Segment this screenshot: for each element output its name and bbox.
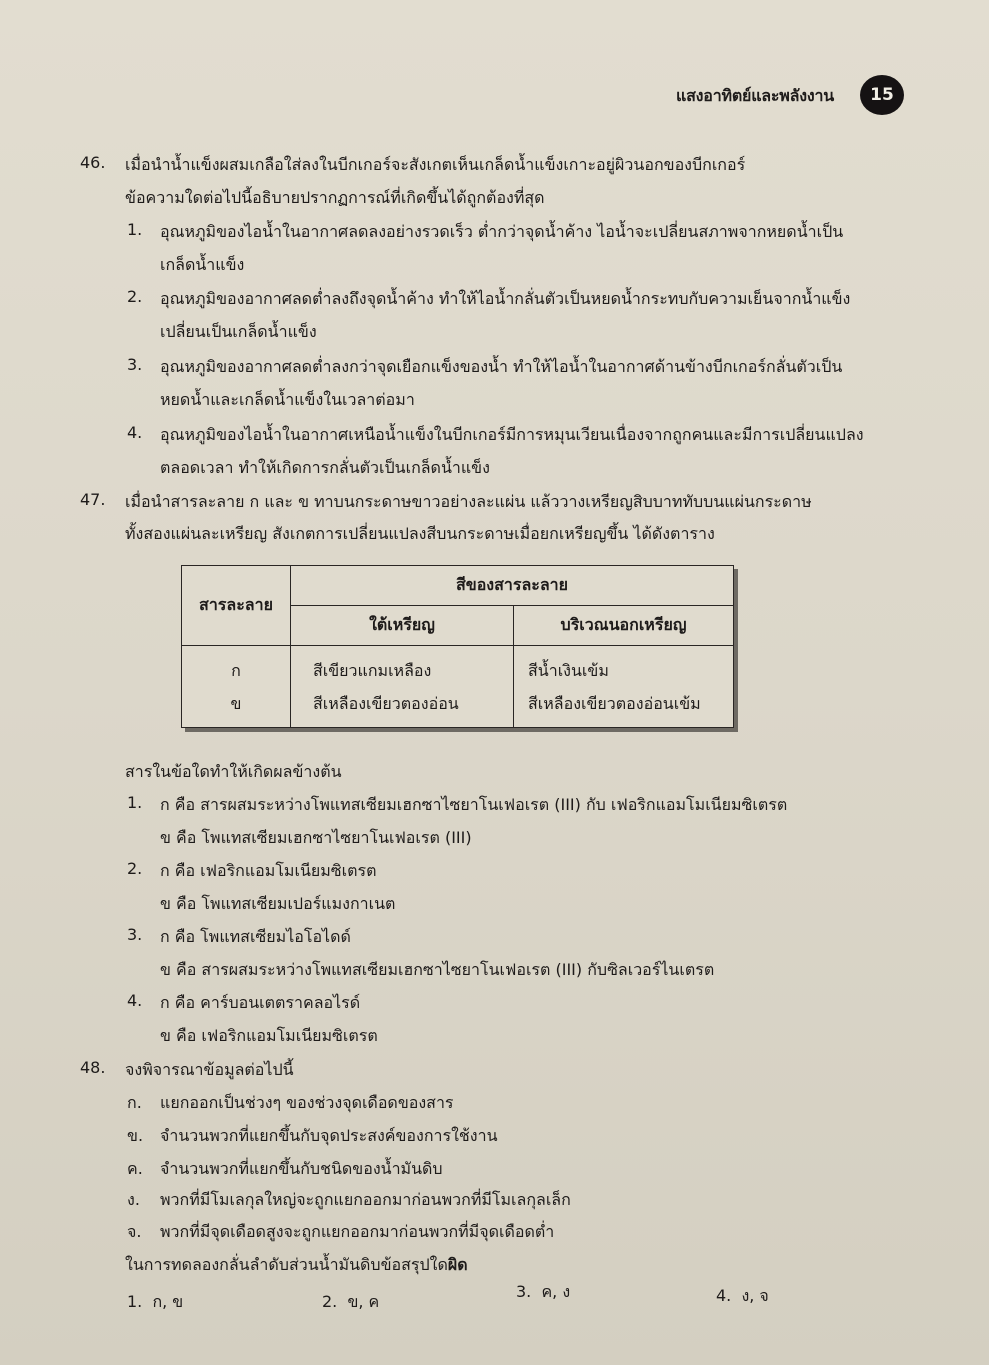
q48-answer-4-number: 4. (716, 1286, 732, 1305)
question-47-stem-line-1: เมื่อนำสารละลาย ก และ ข ทาบนกระดาษขาวอย่างละแผ่น แล้ววางเหรียญสิบบาททับบนแผ่นกระดาษ (125, 492, 812, 511)
question-48-number: 48. (80, 1058, 106, 1077)
q47-option-3-b: ข คือ สารผสมระหว่างโพแทสเซียมเฮกซาไซยาโนเฟอเรต (III) กับซิลเวอร์ไนเตรต (160, 960, 715, 979)
question-47-prompt: สารในข้อใดทำให้เกิดผลข้างต้น (125, 762, 342, 781)
q47-option-2-a: ก คือ เฟอริกแอมโมเนียมซิเตรต (160, 861, 377, 880)
q48-item-5-label: จ. (127, 1222, 142, 1241)
table-cell-outside-coin (514, 646, 734, 728)
q46-option-1-number: 1. (127, 220, 143, 239)
q46-option-1-line-2: เกล็ดน้ำแข็ง (160, 255, 245, 274)
q46-option-4-line-1: อุณหภูมิของไอน้ำในอากาศเหนือน้ำแข็งในบีกเกอร์มีการหมุนเวียนเนื่องจากถูกคนและมีการเปลี่ยนแปลง (160, 425, 864, 444)
q46-option-1-line-1: อุณหภูมิของไอน้ำในอากาศลดลงอย่างรวดเร็ว ต่ำกว่าจุดน้ำค้าง ไอน้ำจะเปลี่ยนสภาพจากหยดน้ำเป็น (160, 222, 844, 241)
table-row-1-solution: ก (231, 660, 241, 680)
table-cell-solutions (182, 646, 291, 728)
q46-option-2-line-2: เปลี่ยนเป็นเกล็ดน้ำแข็ง (160, 322, 317, 341)
q47-option-1-number: 1. (127, 793, 143, 812)
q48-answer-1-text: ก, ข (152, 1292, 184, 1311)
q46-option-4-number: 4. (127, 423, 143, 442)
chapter-title: แสงอาทิตย์และพลังงาน (676, 86, 835, 105)
question-46-stem-line-2: ข้อความใดต่อไปนี้อธิบายปรากฏการณ์ที่เกิดขึ้นได้ถูกต้องที่สุด (125, 188, 545, 207)
q48-item-3-text: จำนวนพวกที่แยกขึ้นกับชนิดของน้ำมันดิบ (160, 1159, 443, 1178)
q48-item-1-label: ก. (127, 1093, 142, 1112)
q46-option-3-line-2: หยดน้ำและเกล็ดน้ำแข็งในเวลาต่อมา (160, 390, 415, 409)
table-row-2-outside: สีเหลืองเขียวตองอ่อนเข้ม (528, 693, 701, 713)
q48-item-2-label: ข. (127, 1126, 144, 1145)
q46-option-3-number: 3. (127, 355, 143, 374)
table-row-1-outside: สีน้ำเงินเข้ม (528, 660, 609, 680)
question-47-stem-line-2: ทั้งสองแผ่นละเหรียญ สังเกตการเปลี่ยนแปลงสีบนกระดาษเมื่อยกเหรียญขึ้น ได้ดังตาราง (125, 524, 715, 543)
q48-answer-2 (322, 1290, 379, 1315)
q47-option-1-b: ข คือ โพแทสเซียมเฮกซาไซยาโนเฟอเรต (III) (160, 828, 472, 847)
q48-item-1-text: แยกออกเป็นช่วงๆ ของช่วงจุดเดือดของสาร (160, 1093, 454, 1112)
question-47-number: 47. (80, 490, 106, 509)
q46-option-4-line-2: ตลอดเวลา ทำให้เกิดการกลั่นตัวเป็นเกล็ดน้ำแข็ง (160, 458, 490, 477)
q48-answer-2-number: 2. (322, 1292, 338, 1311)
question-48-prompt-emphasis: ผิด (447, 1255, 468, 1274)
q48-item-4-text: พวกที่มีโมเลกุลใหญ่จะถูกแยกออกมาก่อนพวกที่มีโมเลกุลเล็ก (160, 1190, 571, 1209)
q48-answer-1-number: 1. (127, 1292, 143, 1311)
q47-option-4-a: ก คือ คาร์บอนเตตราคลอไรด์ (160, 993, 361, 1012)
table-header-under-coin: ใต้เหรียญ (291, 606, 514, 646)
q47-option-4-b: ข คือ เฟอริกแอมโมเนียมซิเตรต (160, 1026, 378, 1045)
question-46-number: 46. (80, 153, 106, 172)
table-header-color-group: สีของสารละลาย (291, 566, 734, 606)
q47-option-2-b: ข คือ โพแทสเซียมเปอร์แมงกาเนต (160, 894, 396, 913)
q47-option-1-a: ก คือ สารผสมระหว่างโพแทสเซียมเฮกซาไซยาโนเฟอเรต (III) กับ เฟอริกแอมโมเนียมซิเตรต (160, 795, 788, 814)
q47-option-3-a: ก คือ โพแทสเซียมไอโอไดด์ (160, 927, 351, 946)
q48-answer-2-text: ข, ค (347, 1292, 380, 1311)
q48-item-3-label: ค. (127, 1159, 143, 1178)
page-number-badge: 15 (860, 75, 904, 115)
q48-answer-4 (716, 1284, 769, 1309)
table-row-1-under: สีเขียวแกมเหลือง (313, 660, 432, 680)
table-row-2-solution: ข (230, 693, 242, 713)
q48-answer-3-text: ค, ง (541, 1282, 571, 1301)
table-header-outside-coin: บริเวณนอกเหรียญ (514, 606, 734, 646)
question-48-prompt (125, 1253, 468, 1278)
q48-answer-1 (127, 1290, 183, 1315)
q46-option-2-line-1: อุณหภูมิของอากาศลดต่ำลงถึงจุดน้ำค้าง ทำให้ไอน้ำกลั่นตัวเป็นหยดน้ำกระทบกับความเย็นจากน้ำแข็ง (160, 289, 851, 308)
q47-option-3-number: 3. (127, 925, 143, 944)
table-cell-under-coin (291, 646, 514, 728)
q46-option-3-line-1: อุณหภูมิของอากาศลดต่ำลงกว่าจุดเยือกแข็งของน้ำ ทำให้ไอน้ำในอากาศด้านข้างบีกเกอร์กลั่นตัวเป็น (160, 357, 843, 376)
q48-answer-4-text: ง, จ (741, 1286, 769, 1305)
solution-color-table (181, 565, 734, 728)
q48-item-4-label: ง. (127, 1190, 140, 1209)
q48-item-5-text: พวกที่มีจุดเดือดสูงจะถูกแยกออกมาก่อนพวกที่มีจุดเดือดต่ำ (160, 1222, 555, 1241)
q48-answer-3-number: 3. (516, 1282, 532, 1301)
q47-option-2-number: 2. (127, 859, 143, 878)
q48-item-2-text: จำนวนพวกที่แยกขึ้นกับจุดประสงค์ของการใช้งาน (160, 1126, 498, 1145)
question-48-prompt-text: ในการทดลองกลั่นลำดับส่วนน้ำมันดิบข้อสรุปใด (125, 1255, 448, 1274)
q48-answer-3 (516, 1280, 570, 1305)
q46-option-2-number: 2. (127, 287, 143, 306)
table-header-solution: สารละลาย (182, 566, 291, 646)
question-48-stem: จงพิจารณาข้อมูลต่อไปนี้ (125, 1060, 294, 1079)
question-46-stem-line-1: เมื่อนำน้ำแข็งผสมเกลือใส่ลงในบีกเกอร์จะสังเกตเห็นเกล็ดน้ำแข็งเกาะอยู่ผิวนอกของบีกเกอร์ (125, 155, 746, 174)
table-row-2-under: สีเหลืองเขียวตองอ่อน (313, 693, 459, 713)
q47-option-4-number: 4. (127, 991, 143, 1010)
